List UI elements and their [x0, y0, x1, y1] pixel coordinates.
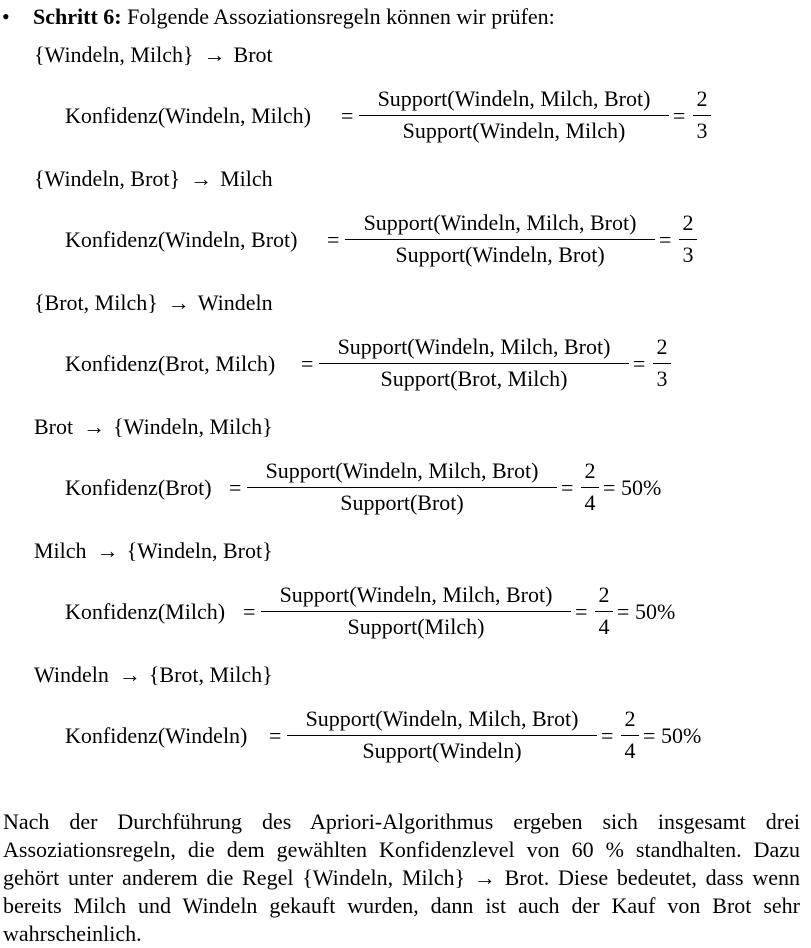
equals-sign: =	[659, 227, 672, 252]
step-text: Folgende Assoziationsregeln können wir prüfen:	[127, 4, 555, 29]
confidence-percent: 50%	[621, 475, 662, 500]
formula-lhs: Konfidenz(Brot, Milch)	[65, 351, 276, 376]
result-numerator: 2	[682, 210, 694, 235]
equals-sign: =	[643, 723, 656, 748]
equals-sign: =	[601, 723, 614, 748]
fraction-denominator: Support(Windeln, Brot)	[395, 242, 605, 267]
equals-sign: =	[575, 599, 588, 624]
support-fraction	[247, 458, 557, 518]
rule-consequent: Brot	[233, 42, 273, 67]
equals-sign: =	[341, 103, 354, 128]
result-fraction	[679, 210, 697, 270]
rule-consequent: {Brot, Milch}	[148, 662, 273, 687]
rule-antecedent: Milch	[34, 538, 87, 563]
fraction-numerator: Support(Windeln, Milch, Brot)	[337, 334, 611, 359]
equals-sign: =	[327, 227, 340, 252]
equals-sign: =	[243, 599, 256, 624]
rule-line	[34, 290, 273, 316]
fraction-bar	[581, 487, 599, 488]
rule-antecedent: {Windeln, Brot}	[34, 166, 181, 191]
support-fraction	[319, 334, 629, 394]
conclusion-paragraph: Nach der Durchführung des Apriori-Algorithmus ergeben sich insgesamt drei Assoziationsregeln, die dem gewählten Konfidenzlevel von 60 % standhalten. Dazu gehört unter anderem die Regel {Windeln, Milch} → Brot. Diese bedeutet, dass wenn bereits Milch und Windeln gekauft wurden, dann ist auch der Kauf von Brot sehr wahrscheinlich.	[3, 809, 800, 946]
result-denominator: 3	[682, 242, 694, 267]
bullet-icon: •	[2, 4, 10, 29]
formula-lhs: Konfidenz(Brot)	[65, 475, 212, 500]
support-fraction	[287, 706, 597, 766]
result-denominator: 3	[696, 118, 708, 143]
result-denominator: 4	[584, 490, 596, 515]
result-fraction	[693, 86, 711, 146]
support-fraction	[359, 86, 669, 146]
result-fraction	[581, 458, 599, 518]
arrow-icon: →	[118, 662, 141, 687]
fraction-denominator: Support(Windeln, Milch)	[402, 118, 626, 143]
fraction-denominator: Support(Brot)	[340, 490, 464, 515]
fraction-bar	[621, 735, 639, 736]
result-numerator: 2	[584, 458, 596, 483]
result-denominator: 4	[598, 614, 610, 639]
fraction-numerator: Support(Windeln, Milch, Brot)	[279, 582, 553, 607]
arrow-icon: →	[203, 42, 226, 67]
rule-antecedent: {Windeln, Milch}	[34, 42, 194, 67]
formula-lhs: Konfidenz(Windeln)	[65, 723, 248, 748]
rule-consequent: Windeln	[197, 290, 273, 315]
rule-line	[34, 166, 273, 192]
step-heading	[33, 4, 555, 30]
step-heading-row	[0, 4, 811, 30]
formula-lhs: Konfidenz(Milch)	[65, 599, 226, 624]
support-fraction	[261, 582, 571, 642]
rule-antecedent: Brot	[34, 414, 74, 439]
fraction-numerator: Support(Windeln, Milch, Brot)	[363, 210, 637, 235]
arrow-icon: →	[167, 290, 190, 315]
fraction-denominator: Support(Brot, Milch)	[380, 366, 568, 391]
equals-sign: =	[673, 103, 686, 128]
equals-sign: =	[269, 723, 282, 748]
result-denominator: 4	[624, 738, 636, 763]
rule-line	[34, 538, 273, 564]
fraction-numerator: Support(Windeln, Milch, Brot)	[377, 86, 651, 111]
fraction-denominator: Support(Milch)	[347, 614, 485, 639]
arrow-icon: →	[83, 414, 106, 439]
fraction-bar	[693, 115, 711, 116]
equals-sign: =	[301, 351, 314, 376]
formula-lhs: Konfidenz(Windeln, Milch)	[65, 103, 311, 128]
fraction-numerator: Support(Windeln, Milch, Brot)	[305, 706, 579, 731]
fraction-bar	[595, 611, 613, 612]
equals-sign: =	[229, 475, 242, 500]
fraction-bar	[345, 239, 655, 240]
rule-consequent: Milch	[220, 166, 273, 191]
rule-line	[34, 662, 273, 688]
fraction-bar	[261, 611, 571, 612]
result-numerator: 2	[696, 86, 708, 111]
result-numerator: 2	[598, 582, 610, 607]
fraction-bar	[359, 115, 669, 116]
equals-sign: =	[633, 351, 646, 376]
equals-sign: =	[617, 599, 630, 624]
result-numerator: 2	[656, 334, 668, 359]
result-fraction	[621, 706, 639, 766]
step-label: Schritt 6:	[33, 4, 122, 29]
fraction-bar	[653, 363, 671, 364]
rule-consequent: {Windeln, Milch}	[113, 414, 273, 439]
equals-sign: =	[561, 475, 574, 500]
arrow-icon: →	[96, 538, 119, 563]
rule-antecedent: Windeln	[34, 662, 109, 687]
rule-line	[34, 414, 273, 440]
rule-consequent: {Windeln, Brot}	[126, 538, 273, 563]
confidence-percent: 50%	[661, 723, 702, 748]
arrow-icon: →	[190, 166, 213, 191]
result-fraction	[653, 334, 671, 394]
result-numerator: 2	[624, 706, 636, 731]
support-fraction	[345, 210, 655, 270]
rule-line	[34, 42, 273, 68]
formula-lhs: Konfidenz(Windeln, Brot)	[65, 227, 298, 252]
fraction-numerator: Support(Windeln, Milch, Brot)	[265, 458, 539, 483]
confidence-percent: 50%	[635, 599, 676, 624]
rule-antecedent: {Brot, Milch}	[34, 290, 158, 315]
fraction-denominator: Support(Windeln)	[362, 738, 522, 763]
fraction-bar	[679, 239, 697, 240]
fraction-bar	[287, 735, 597, 736]
equals-sign: =	[603, 475, 616, 500]
result-denominator: 3	[656, 366, 668, 391]
result-fraction	[595, 582, 613, 642]
fraction-bar	[319, 363, 629, 364]
fraction-bar	[247, 487, 557, 488]
